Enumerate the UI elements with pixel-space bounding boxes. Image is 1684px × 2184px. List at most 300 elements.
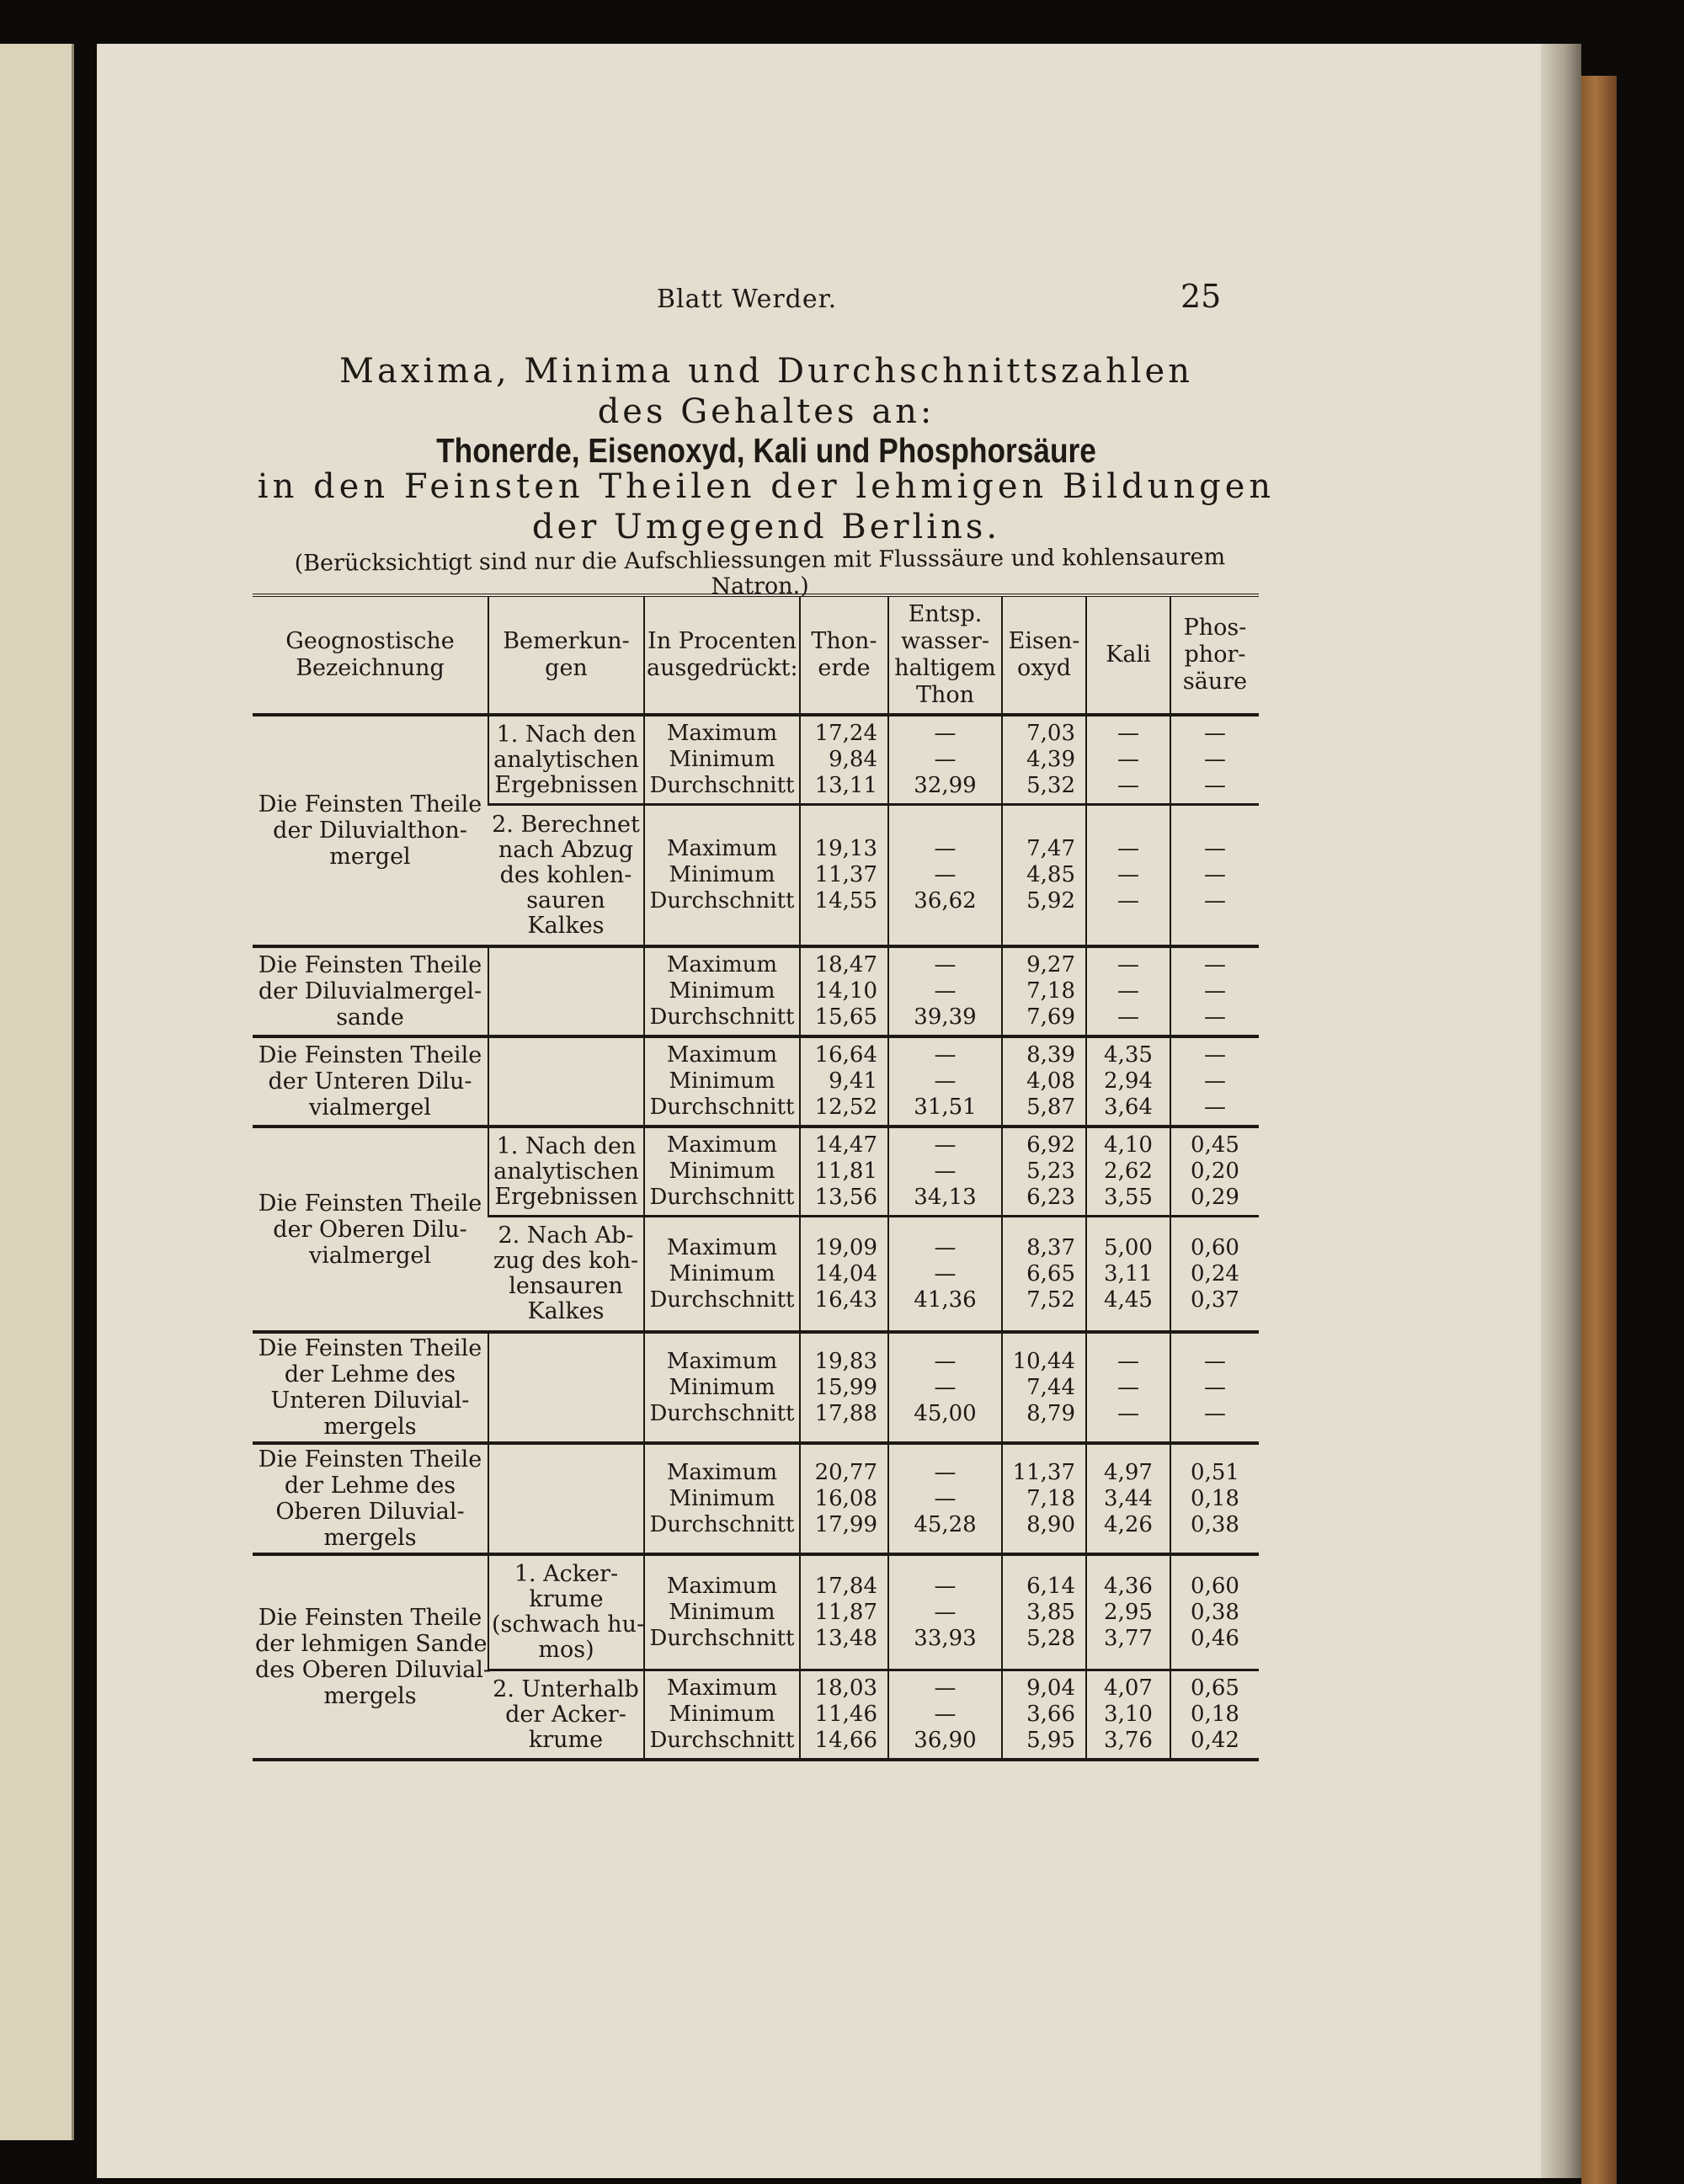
header-line: Thon <box>915 682 975 708</box>
value: 0,24 <box>1191 1260 1239 1286</box>
kali-values <box>1086 1332 1170 1443</box>
stat-label: Durchschnitt <box>649 1511 795 1537</box>
title-line-4: in den Feinsten Theilen der lehmigen Bildungen <box>257 467 1276 506</box>
stat-label: Minimum <box>669 1374 775 1400</box>
thonerde-values <box>800 1332 888 1443</box>
value: 7,52 <box>1026 1286 1075 1313</box>
designation-line: des Oberen Diluvial- <box>255 1657 492 1683</box>
table-row <box>253 1127 1259 1217</box>
remark-line: krume <box>528 1726 604 1753</box>
value: 3,66 <box>1026 1702 1075 1727</box>
designation-line: Die Feinsten Theile <box>258 1190 482 1217</box>
value: 13,11 <box>814 773 877 798</box>
table-footnote: (Berücksichtigt sind nur die Aufschliessungen mit Flusssäure und kohlensaurem Natron.) <box>294 544 1226 600</box>
stat-label: Maximum <box>666 1042 778 1068</box>
remark-line: des kohlen- <box>499 861 632 888</box>
value: — <box>1117 1004 1139 1030</box>
thonerde-values <box>800 1443 888 1554</box>
value: — <box>934 1234 957 1260</box>
designation-line: mergels <box>323 1683 417 1709</box>
thonerde-values <box>800 1554 888 1670</box>
header-line: ausgedrückt: <box>647 655 798 681</box>
remark-line: 1. Acker- <box>514 1561 619 1587</box>
phosphorsaeure-values <box>1170 1554 1259 1670</box>
value: — <box>934 1702 957 1727</box>
value: — <box>1117 773 1139 798</box>
value: — <box>1204 836 1226 861</box>
geognostic-designation <box>253 715 488 946</box>
value: 5,95 <box>1026 1728 1075 1753</box>
entsp-thon-values <box>888 1127 1002 1217</box>
stat-label: Maximum <box>666 1348 778 1374</box>
designation-line: der Lehme des <box>284 1361 456 1388</box>
eisenoxyd-values <box>1002 946 1086 1036</box>
col-header-procenten <box>644 595 800 715</box>
stat-labels <box>644 946 800 1036</box>
value: 0,60 <box>1191 1573 1239 1599</box>
designation-line: der lehmigen Sande <box>255 1631 488 1657</box>
value: 17,99 <box>814 1511 877 1537</box>
eisenoxyd-values <box>1002 1554 1086 1670</box>
value: — <box>1117 1374 1139 1400</box>
value: 45,00 <box>914 1400 977 1426</box>
col-header-entsp-thon <box>888 595 1002 715</box>
value: — <box>1204 1042 1226 1068</box>
value: 8,79 <box>1026 1400 1075 1426</box>
thonerde-values <box>800 805 888 947</box>
value: 16,43 <box>814 1286 877 1313</box>
stat-labels <box>644 1127 800 1217</box>
phosphorsaeure-values <box>1170 1670 1259 1761</box>
designation-line: mergels <box>323 1525 417 1551</box>
designation-line: Unteren Diluvial- <box>270 1388 470 1414</box>
value: 11,46 <box>814 1702 877 1727</box>
remark-line: Kalkes <box>527 912 605 939</box>
remark-line: krume <box>529 1586 604 1612</box>
value: — <box>934 1068 957 1094</box>
value: 11,37 <box>1012 1459 1075 1485</box>
table-row <box>253 1554 1259 1670</box>
value: 32,99 <box>914 773 977 798</box>
value: — <box>1204 747 1226 772</box>
geognostic-designation <box>253 946 488 1036</box>
value: 13,56 <box>814 1185 877 1210</box>
phosphorsaeure-values <box>1170 715 1259 805</box>
value: 14,47 <box>814 1132 877 1158</box>
header-line: phor- <box>1184 642 1246 668</box>
eisenoxyd-values <box>1002 715 1086 805</box>
value: — <box>934 747 957 772</box>
stat-label: Durchschnitt <box>649 888 795 914</box>
value: 0,60 <box>1191 1234 1239 1260</box>
thonerde-values <box>800 1217 888 1333</box>
book-cover-edge <box>1581 76 1617 2184</box>
value: 6,65 <box>1026 1260 1075 1286</box>
kali-values <box>1086 1036 1170 1127</box>
value: — <box>934 1459 957 1485</box>
page-number: 25 <box>1180 278 1222 315</box>
remark-line: 2. Nach Ab- <box>498 1223 634 1249</box>
value: 19,13 <box>814 836 877 861</box>
value: 0,18 <box>1191 1485 1239 1511</box>
designation-line: mergels <box>323 1414 417 1440</box>
header-line: wasser- <box>901 628 989 654</box>
table-row <box>253 1443 1259 1554</box>
value: 11,81 <box>814 1159 877 1184</box>
page-edge-shadow <box>1541 44 1581 2178</box>
remark-line: analytischen <box>493 1158 639 1185</box>
value: 0,29 <box>1191 1185 1239 1210</box>
value: 41,36 <box>914 1286 977 1313</box>
phosphorsaeure-values <box>1170 805 1259 947</box>
eisenoxyd-values <box>1002 1127 1086 1217</box>
value: 3,85 <box>1026 1599 1075 1625</box>
stat-label: Maximum <box>666 952 778 977</box>
value: 4,97 <box>1104 1459 1153 1485</box>
stat-labels <box>644 1217 800 1333</box>
value: 5,32 <box>1026 773 1075 798</box>
remark-line: mos) <box>538 1637 594 1663</box>
eisenoxyd-values <box>1002 1443 1086 1554</box>
value: 11,87 <box>814 1599 877 1625</box>
value: — <box>1117 862 1139 887</box>
value: 0,45 <box>1191 1132 1239 1158</box>
kali-values <box>1086 1127 1170 1217</box>
value: 5,00 <box>1104 1234 1153 1260</box>
entsp-thon-values <box>888 1332 1002 1443</box>
entsp-thon-values <box>888 715 1002 805</box>
value: 4,08 <box>1026 1068 1075 1094</box>
kali-values <box>1086 805 1170 947</box>
kali-values <box>1086 1443 1170 1554</box>
value: 9,84 <box>829 747 877 772</box>
value: 16,64 <box>814 1042 877 1068</box>
value: 5,28 <box>1026 1625 1075 1651</box>
value: 14,10 <box>814 978 877 1004</box>
remark-line: 1. Nach den <box>496 1132 637 1159</box>
value: 39,39 <box>914 1004 977 1030</box>
designation-line: mergel <box>329 844 411 870</box>
entsp-thon-values <box>888 1443 1002 1554</box>
stat-label: Durchschnitt <box>649 1095 795 1120</box>
kali-values <box>1086 1217 1170 1333</box>
value: — <box>1204 952 1226 977</box>
analysis-table <box>253 594 1259 1761</box>
phosphorsaeure-values <box>1170 1217 1259 1333</box>
value: 8,39 <box>1026 1042 1075 1068</box>
value: 3,64 <box>1104 1095 1153 1120</box>
value: 4,35 <box>1104 1042 1153 1068</box>
header-line: Entsp. <box>908 601 983 627</box>
stat-label: Minimum <box>669 1702 775 1727</box>
stat-label: Durchschnitt <box>649 1625 795 1651</box>
kali-values <box>1086 1670 1170 1761</box>
value: 19,09 <box>814 1234 877 1260</box>
value: 14,66 <box>814 1728 877 1753</box>
value: 45,28 <box>914 1511 977 1537</box>
value: — <box>1204 1374 1226 1400</box>
remark-line: sauren <box>526 887 605 914</box>
stat-label: Durchschnitt <box>649 1185 795 1210</box>
remark-cell <box>488 1332 644 1443</box>
value: — <box>934 1599 957 1625</box>
value: — <box>1204 1348 1226 1374</box>
remark-line: Ergebnissen <box>494 1183 638 1210</box>
value: 17,24 <box>814 721 877 746</box>
stat-labels <box>644 1332 800 1443</box>
value: 33,93 <box>914 1625 977 1651</box>
value: — <box>934 1260 957 1286</box>
stat-label: Maximum <box>666 1573 778 1599</box>
value: — <box>1117 1348 1139 1374</box>
value: — <box>1204 1095 1226 1120</box>
stat-labels <box>644 1670 800 1761</box>
stat-label: Durchschnitt <box>649 1286 795 1313</box>
table-body <box>253 715 1259 1760</box>
table-row <box>253 715 1259 805</box>
remark-cell <box>488 1217 644 1333</box>
designation-line: Oberen Diluvial- <box>275 1499 465 1525</box>
geognostic-designation <box>253 1554 492 1760</box>
header-line: Geognostische <box>285 628 455 654</box>
designation-line: der Diluvialthon- <box>273 818 467 844</box>
stat-label: Durchschnitt <box>649 1400 795 1426</box>
value: 36,90 <box>914 1728 977 1753</box>
value: 15,99 <box>814 1374 877 1400</box>
value: 14,55 <box>814 888 877 914</box>
value: — <box>934 862 957 887</box>
phosphorsaeure-values <box>1170 1127 1259 1217</box>
value: 10,44 <box>1012 1348 1075 1374</box>
header-line: Eisen- <box>1008 628 1080 654</box>
entsp-thon-values <box>888 1036 1002 1127</box>
stat-labels <box>644 1036 800 1127</box>
col-header-kali <box>1086 595 1170 715</box>
value: 34,13 <box>914 1185 977 1210</box>
remark-line: lensauren <box>509 1273 623 1299</box>
remark-line: 2. Berechnet <box>492 811 640 838</box>
remark-cell <box>488 1127 644 1217</box>
value: 0,38 <box>1191 1599 1239 1625</box>
designation-line: der Diluvialmergel- <box>258 978 482 1004</box>
header-line: In Procenten <box>647 628 797 654</box>
col-header-geo <box>253 595 488 715</box>
header-line: Thon- <box>811 628 877 654</box>
value: 7,03 <box>1026 721 1075 746</box>
designation-line: sande <box>336 1004 404 1031</box>
running-title: Blatt Werder. <box>657 285 838 314</box>
facing-page-edge <box>0 44 74 2140</box>
header-line: Bemerkun- <box>503 628 630 654</box>
value: — <box>1204 721 1226 746</box>
col-header-eisenoxyd <box>1002 595 1086 715</box>
value: — <box>1117 952 1139 977</box>
stat-label: Maximum <box>666 1234 778 1260</box>
value: — <box>1117 721 1139 746</box>
stat-label: Minimum <box>669 862 775 887</box>
remark-line: nach Abzug <box>498 836 634 863</box>
value: 17,84 <box>814 1573 877 1599</box>
value: — <box>934 1573 957 1599</box>
value: — <box>934 1159 957 1184</box>
designation-line: der Oberen Dilu- <box>273 1216 467 1243</box>
table-row <box>253 1036 1259 1127</box>
value: 4,10 <box>1104 1132 1153 1158</box>
value: 0,20 <box>1191 1159 1239 1184</box>
kali-values <box>1086 946 1170 1036</box>
stat-labels <box>644 805 800 947</box>
stat-labels <box>644 1443 800 1554</box>
value: 4,26 <box>1104 1511 1153 1537</box>
remark-line: Ergebnissen <box>494 771 638 798</box>
value: 14,04 <box>814 1260 877 1286</box>
value: — <box>934 1485 957 1511</box>
value: 0,37 <box>1191 1286 1239 1313</box>
eisenoxyd-values <box>1002 1036 1086 1127</box>
table-row <box>253 1332 1259 1443</box>
value: 3,76 <box>1104 1728 1153 1753</box>
stat-labels <box>644 715 800 805</box>
remark-cell <box>488 805 644 947</box>
value: 12,52 <box>814 1095 877 1120</box>
value: 16,08 <box>814 1485 877 1511</box>
eisenoxyd-values <box>1002 1217 1086 1333</box>
thonerde-values <box>800 1670 888 1761</box>
stat-label: Maximum <box>666 1675 778 1701</box>
value: 8,37 <box>1026 1234 1075 1260</box>
stat-label: Maximum <box>666 1459 778 1485</box>
value: 5,23 <box>1026 1159 1075 1184</box>
remark-line: 2. Unterhalb <box>493 1675 639 1702</box>
value: 5,87 <box>1026 1095 1075 1120</box>
designation-line: Die Feinsten Theile <box>258 1605 482 1631</box>
value: 7,69 <box>1026 1004 1075 1030</box>
designation-line: Die Feinsten Theile <box>258 1446 482 1473</box>
title-line-3: Thonerde, Eisenoxyd, Kali und Phosphorsäure <box>436 431 1096 470</box>
entsp-thon-values <box>888 946 1002 1036</box>
designation-line: vialmergel <box>308 1242 431 1269</box>
designation-line: Die Feinsten Theile <box>258 1042 482 1068</box>
value: 18,47 <box>814 952 877 977</box>
value: 0,18 <box>1191 1702 1239 1727</box>
header-line: Phos- <box>1183 615 1247 641</box>
designation-line: Die Feinsten Theile <box>258 791 482 818</box>
value: — <box>1204 1400 1226 1426</box>
stat-label: Minimum <box>669 747 775 772</box>
stat-label: Minimum <box>669 1599 775 1625</box>
value: — <box>934 1042 957 1068</box>
value: — <box>1204 1068 1226 1094</box>
value: 5,92 <box>1026 888 1075 914</box>
value: 20,77 <box>814 1459 877 1485</box>
value: 4,85 <box>1026 862 1075 887</box>
value: 0,51 <box>1191 1459 1239 1485</box>
value: 3,77 <box>1104 1625 1153 1651</box>
value: 4,07 <box>1104 1675 1153 1701</box>
value: 6,14 <box>1026 1573 1075 1599</box>
stat-label: Minimum <box>669 1068 775 1094</box>
value: 36,62 <box>914 888 977 914</box>
value: — <box>934 1675 957 1701</box>
value: — <box>934 1374 957 1400</box>
thonerde-values <box>800 946 888 1036</box>
header-line: oxyd <box>1016 655 1072 681</box>
value: — <box>934 721 957 746</box>
designation-line: der Unteren Dilu- <box>268 1068 472 1095</box>
value: 7,18 <box>1026 978 1075 1004</box>
value: 18,03 <box>814 1675 877 1701</box>
value: — <box>934 1348 957 1374</box>
phosphorsaeure-values <box>1170 1036 1259 1127</box>
stat-label: Minimum <box>669 1260 775 1286</box>
value: — <box>1204 888 1226 914</box>
value: 0,38 <box>1191 1511 1239 1537</box>
value: 15,65 <box>814 1004 877 1030</box>
value: 6,23 <box>1026 1185 1075 1210</box>
value: 3,10 <box>1104 1702 1153 1727</box>
stat-label: Durchschnitt <box>649 1004 795 1030</box>
value: — <box>1117 836 1139 861</box>
table-row <box>253 946 1259 1036</box>
value: — <box>934 952 957 977</box>
stat-labels <box>644 1554 800 1670</box>
value: 6,92 <box>1026 1132 1075 1158</box>
remark-line: 1. Nach den <box>496 721 637 748</box>
thonerde-values <box>800 715 888 805</box>
value: 0,42 <box>1191 1728 1239 1753</box>
value: — <box>934 978 957 1004</box>
designation-line: vialmergel <box>308 1095 431 1121</box>
table-header-row <box>253 595 1259 715</box>
geognostic-designation <box>253 1443 488 1554</box>
entsp-thon-values <box>888 805 1002 947</box>
value: 13,48 <box>814 1625 877 1651</box>
remark-line: der Acker- <box>505 1701 626 1728</box>
value: 7,18 <box>1026 1485 1075 1511</box>
value: 9,27 <box>1026 952 1075 977</box>
geognostic-designation <box>253 1036 488 1127</box>
phosphorsaeure-values <box>1170 946 1259 1036</box>
value: 4,45 <box>1104 1286 1153 1313</box>
entsp-thon-values <box>888 1670 1002 1761</box>
designation-line: Die Feinsten Theile <box>258 952 482 978</box>
remark-line: zug des koh- <box>493 1248 639 1274</box>
eisenoxyd-values <box>1002 805 1086 947</box>
value: 3,55 <box>1104 1185 1153 1210</box>
value: 2,62 <box>1104 1159 1153 1184</box>
entsp-thon-values <box>888 1554 1002 1670</box>
thonerde-values <box>800 1127 888 1217</box>
value: — <box>1204 773 1226 798</box>
remark-line: (schwach hu- <box>492 1611 645 1638</box>
remark-cell <box>488 946 644 1036</box>
value: 31,51 <box>914 1095 977 1120</box>
stat-label: Maximum <box>666 1132 778 1158</box>
value: — <box>1204 862 1226 887</box>
remark-cell <box>488 1443 644 1554</box>
value: 19,83 <box>814 1348 877 1374</box>
eisenoxyd-values <box>1002 1332 1086 1443</box>
value: 0,65 <box>1191 1675 1239 1701</box>
stat-label: Minimum <box>669 978 775 1004</box>
title-line-5: der Umgegend Berlins. <box>531 508 1001 546</box>
remark-cell <box>488 1670 644 1761</box>
col-header-thonerde <box>800 595 888 715</box>
remark-cell <box>488 715 644 805</box>
value: — <box>1117 978 1139 1004</box>
geognostic-designation <box>253 1332 488 1443</box>
kali-values <box>1086 715 1170 805</box>
